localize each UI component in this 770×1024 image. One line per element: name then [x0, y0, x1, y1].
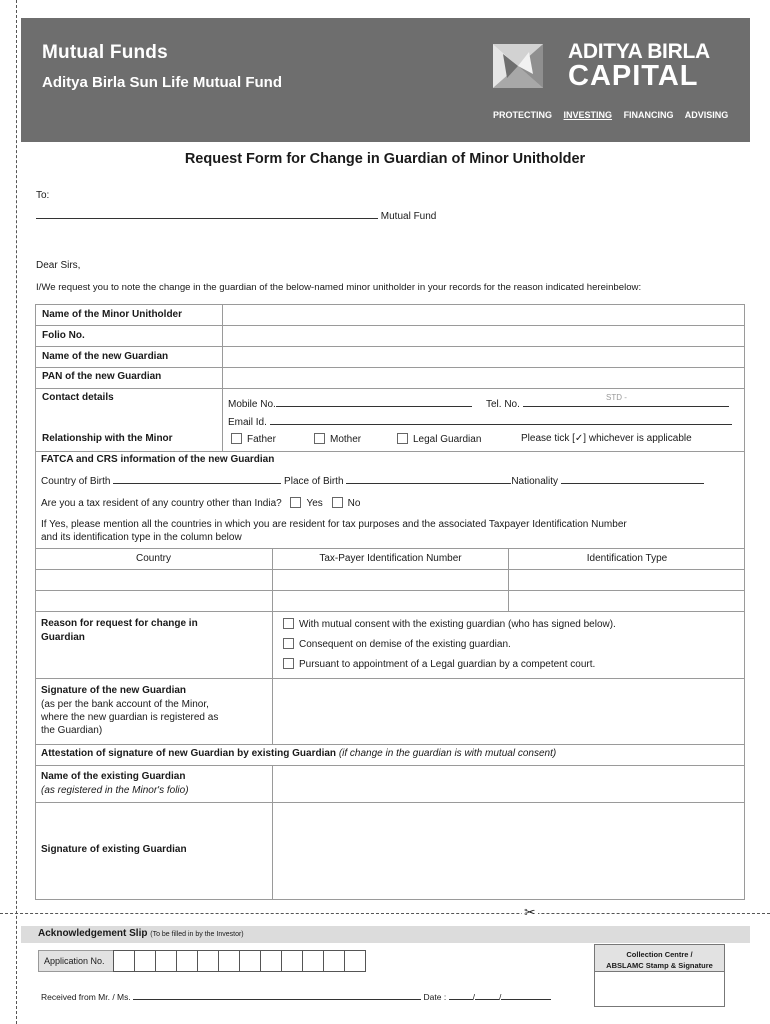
aditya-birla-logo-icon	[493, 44, 543, 88]
app-no-cell[interactable]	[134, 950, 156, 972]
scissors-icon: ✂	[524, 904, 536, 920]
app-no-cell[interactable]	[113, 950, 135, 972]
reason-label-2: Guardian	[41, 632, 85, 643]
attestation-title: Attestation of signature of new Guardian by existing Guardian	[41, 748, 337, 759]
court-checkbox[interactable]	[283, 658, 294, 669]
row-line	[35, 569, 745, 570]
legal-guardian-label: Legal Guardian	[413, 434, 482, 445]
ack-title-note: (To be filled in by the Investor)	[150, 931, 244, 938]
app-no-cells[interactable]	[114, 950, 366, 972]
app-no-cell[interactable]	[323, 950, 345, 972]
folio-field[interactable]	[223, 326, 744, 346]
header-banner	[21, 18, 750, 142]
collection-centre-box	[594, 944, 725, 1007]
app-no-cell[interactable]	[344, 950, 366, 972]
attestation-row	[41, 748, 556, 759]
app-no-cell[interactable]	[155, 950, 177, 972]
fund-name-blank[interactable]	[36, 210, 378, 219]
email-row	[228, 416, 732, 428]
demise-checkbox[interactable]	[283, 638, 294, 649]
header-title: Mutual Funds	[42, 42, 168, 63]
cut-line	[0, 913, 770, 914]
pob-label: Place of Birth	[284, 476, 344, 487]
mobile-label: Mobile No.	[228, 399, 276, 410]
court-label: Pursuant to appointment of a Legal guardian by a competent court.	[299, 659, 596, 670]
row-line	[35, 611, 745, 612]
pob-field[interactable]	[346, 475, 511, 484]
received-label: Received from Mr. / Ms.	[41, 992, 131, 1002]
father-checkbox[interactable]	[231, 433, 242, 444]
col-country: Country	[135, 553, 171, 564]
existing-name-note: (as registered in the Minor's folio)	[41, 785, 189, 796]
std-label: STD -	[606, 393, 627, 402]
sig-new-field[interactable]	[273, 679, 744, 744]
tax-note-line1: If Yes, please mention all the countries in which you are resident for tax purposes and the associated Taxpayer Identification Number	[41, 519, 627, 530]
app-no-cell[interactable]	[239, 950, 261, 972]
to-label: To:	[36, 190, 50, 201]
email-label: Email Id.	[228, 417, 267, 428]
existing-name-label: Name of the existing Guardian	[41, 771, 186, 782]
nationality-label: Nationality	[511, 476, 559, 487]
tagline-financing: FINANCING	[623, 110, 674, 120]
date-month[interactable]	[475, 992, 499, 1000]
nationality-field[interactable]	[561, 475, 704, 484]
collection-centre-header	[595, 945, 724, 972]
row-line	[35, 388, 745, 389]
sig-new-note-2: where the new guardian is registered as	[41, 712, 219, 723]
salutation: Dear Sirs,	[36, 260, 81, 271]
app-no-cell[interactable]	[197, 950, 219, 972]
cc-line2: ABSLAMC Stamp & Signature	[606, 961, 713, 970]
label-pan: PAN of the new Guardian	[42, 371, 162, 382]
app-no-cell[interactable]	[260, 950, 282, 972]
sig-new-note-1: (as per the bank account of the Minor,	[41, 699, 209, 710]
tax-note-line2: and its identification type in the column below	[41, 532, 242, 543]
logo-text-capital: CAPITAL	[568, 60, 699, 92]
ack-title-text: Acknowledgement Slip	[38, 928, 148, 939]
tax-question: Are you a tax resident of any country other than India?	[41, 498, 282, 509]
row-line	[35, 590, 745, 591]
mother-checkbox[interactable]	[314, 433, 325, 444]
tagline-investing: INVESTING	[563, 110, 613, 120]
tel-label: Tel. No.	[486, 399, 520, 410]
form-title: Request Form for Change in Guardian of Minor Unitholder	[184, 151, 586, 167]
reason-option-court[interactable]	[283, 658, 595, 670]
rel-father[interactable]	[231, 433, 276, 445]
consent-checkbox[interactable]	[283, 618, 294, 629]
intro-text: I/We request you to note the change in the guardian of the below-named minor unitholder in your records for the reason indicated hereinbelow:	[36, 282, 642, 293]
minor-name-field[interactable]	[223, 305, 744, 325]
cob-label: Country of Birth	[41, 476, 111, 487]
cob-field[interactable]	[113, 475, 281, 484]
rel-mother[interactable]	[314, 433, 361, 445]
date-label: Date :	[423, 992, 447, 1002]
app-no-label: Application No.	[38, 950, 114, 972]
father-label: Father	[247, 434, 276, 445]
sig-new-label: Signature of the new Guardian	[41, 685, 187, 696]
app-no-cell[interactable]	[176, 950, 198, 972]
header-subtitle: Aditya Birla Sun Life Mutual Fund	[42, 74, 282, 91]
received-row: Received from Mr. / Ms. Date : / /	[41, 992, 551, 1002]
row-line	[35, 548, 745, 549]
reason-option-consent[interactable]	[283, 618, 616, 630]
tax-resident-row	[41, 497, 360, 509]
new-guardian-field[interactable]	[223, 347, 744, 367]
rel-legal[interactable]	[397, 433, 481, 445]
tagline-protecting: PROTECTING	[493, 110, 553, 120]
tax-no-checkbox[interactable]	[332, 497, 343, 508]
app-no-cell[interactable]	[302, 950, 324, 972]
fatca-title: FATCA and CRS information of the new Guardian	[41, 454, 275, 465]
received-field[interactable]	[133, 992, 421, 1000]
reason-option-demise[interactable]	[283, 638, 511, 650]
demise-label: Consequent on demise of the existing guardian.	[299, 639, 511, 650]
row-line	[35, 451, 745, 452]
label-contact: Contact details	[42, 392, 114, 403]
consent-label: With mutual consent with the existing guardian (who has signed below).	[299, 619, 616, 630]
label-minor-name: Name of the Minor Unitholder	[42, 309, 182, 320]
date-day[interactable]	[449, 992, 473, 1000]
mobile-row	[228, 398, 472, 410]
mother-label: Mother	[330, 434, 362, 445]
rel-note: Please tick [✓] whichever is applicable	[521, 433, 692, 444]
fund-name-line[interactable]	[36, 210, 436, 222]
pan-field[interactable]	[223, 368, 744, 388]
reason-label-1: Reason for request for change in	[41, 618, 198, 629]
label-folio: Folio No.	[42, 330, 85, 341]
app-no-cell[interactable]	[218, 950, 240, 972]
ack-title	[38, 928, 244, 939]
tax-yes-label: Yes	[306, 498, 323, 509]
col-id-type: Identification Type	[586, 553, 668, 564]
date-year[interactable]	[501, 992, 551, 1000]
existing-sig-field[interactable]	[273, 803, 744, 899]
tax-no-label: No	[347, 498, 361, 509]
label-new-guardian: Name of the new Guardian	[42, 351, 169, 362]
logo-text-aditya-birla: ADITYA BIRLA	[568, 40, 710, 63]
existing-sig-label: Signature of existing Guardian	[41, 844, 187, 855]
mobile-field[interactable]	[276, 398, 472, 407]
app-no-cell[interactable]	[281, 950, 303, 972]
legal-guardian-checkbox[interactable]	[397, 433, 408, 444]
existing-name-field[interactable]	[273, 766, 744, 802]
fund-suffix: Mutual Fund	[380, 211, 437, 222]
col-tin: Tax-Payer Identification Number	[319, 553, 462, 564]
attestation-note: (if change in the guardian is with mutual consent)	[338, 748, 557, 759]
sig-new-note-3: the Guardian)	[41, 725, 103, 736]
tax-yes-checkbox[interactable]	[290, 497, 301, 508]
tagline-advising: ADVISING	[684, 110, 729, 120]
label-relationship: Relationship with the Minor	[42, 433, 173, 444]
birth-row	[41, 475, 704, 487]
cc-line1: Collection Centre /	[626, 950, 693, 959]
email-field[interactable]	[270, 416, 732, 425]
tagline	[493, 110, 734, 120]
